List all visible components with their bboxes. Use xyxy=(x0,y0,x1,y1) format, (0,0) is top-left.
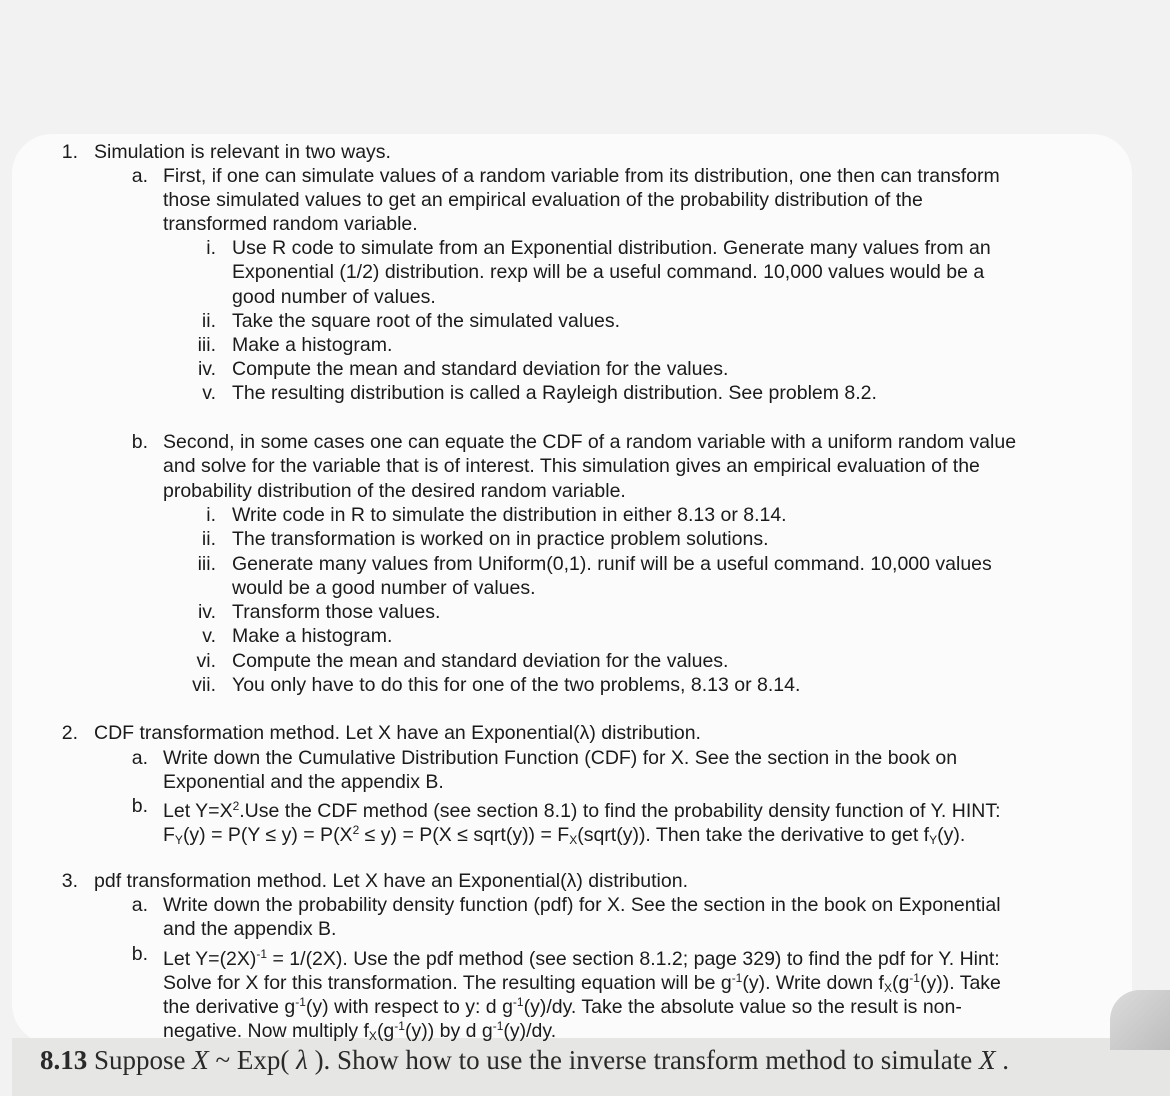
q1-intro: Simulation is relevant in two ways. xyxy=(94,141,391,163)
q1b-iii-marker: iii. xyxy=(197,553,216,575)
q2-intro: CDF transformation method. Let X have an Exponential(λ) distribution. xyxy=(94,722,701,744)
q1b-marker: b. xyxy=(131,431,148,453)
q1a-line: First, if one can simulate values of a random variable from its distribution, one then can transform xyxy=(163,165,1000,187)
q1b-line: Second, in some cases one can equate the CDF of a random variable with a uniform random value xyxy=(163,431,1017,453)
q1a-iii-marker: iii. xyxy=(197,334,216,356)
q3b-marker: b. xyxy=(131,943,148,965)
q2b-line: Let $Y=X^2.Use$ the CDF method (see section 8.1) to find the probability density function of Y. HINT: xyxy=(163,799,1001,822)
q1b-vi-line: Compute the mean and standard deviation for the values. xyxy=(232,650,729,672)
problem-number: 8.13 xyxy=(40,1045,88,1075)
q1a-ii-marker: ii. xyxy=(201,310,216,332)
q1b-iv-line: Transform those values. xyxy=(232,601,441,623)
q3a-line: Write down the probability density function (pdf) for X. See the section in the book on Exponential xyxy=(163,894,1001,916)
q3b-line: the derivative $g^{-1}(y)$ with respect to y: d $g^{-1}(y)/dy$. Take the absolute value so the result is non- xyxy=(163,995,962,1018)
q1a-line: transformed random variable. xyxy=(163,213,418,235)
q1b-i-marker: i. xyxy=(206,504,216,526)
page-curl xyxy=(1110,990,1170,1050)
q2-number: 2. xyxy=(61,722,78,744)
q1b-iii-line: Generate many values from Uniform(0,1). runif will be a useful command. 10,000 values xyxy=(232,553,992,575)
q1a-i-line: Use R code to simulate from an Exponential distribution. Generate many values from an xyxy=(232,237,991,259)
q1b-v-marker: v. xyxy=(202,625,216,647)
q1b-ii-marker: ii. xyxy=(201,528,216,550)
textbook-problem-8-13: 8.13 Suppose X ~ Exp( λ ). Show how to use the inverse transform method to simulate X . xyxy=(40,1045,1009,1075)
q1b-vii-line: You only have to do this for one of the two problems, 8.13 or 8.14. xyxy=(232,674,801,696)
q1a-iv-marker: iv. xyxy=(197,358,216,380)
q1-number: 1. xyxy=(61,141,78,163)
q1b-line: and solve for the variable that is of interest. This simulation gives an empirical evaluation of the xyxy=(163,455,980,477)
q1a-i-line: good number of values. xyxy=(232,286,436,308)
q2b-marker: b. xyxy=(131,795,148,817)
q1b-v-line: Make a histogram. xyxy=(232,625,393,647)
q3b-line: negative. Now multiply $f_X(g^{-1}(y))$ by d $g^{-1}(y)/dy$. xyxy=(163,1019,557,1043)
q1b-line: probability distribution of the desired random variable. xyxy=(163,480,626,502)
q1a-v-line: The resulting distribution is called a Rayleigh distribution. See problem 8.2. xyxy=(232,382,877,404)
q1a-iii-line: Make a histogram. xyxy=(232,334,393,356)
q1a-line: those simulated values to get an empirical evaluation of the probability distribution of the xyxy=(163,189,923,211)
q2a-marker: a. xyxy=(131,747,148,769)
q3-number: 3. xyxy=(61,870,78,892)
q1a-marker: a. xyxy=(131,165,148,187)
q1a-i-line: Exponential (1/2) distribution. rexp will be a useful command. 10,000 values would be a xyxy=(232,261,985,283)
q1b-iv-marker: iv. xyxy=(197,601,216,623)
q3a-line: and the appendix B. xyxy=(163,918,337,940)
q1b-vii-marker: vii. xyxy=(192,674,216,696)
q3b-line: Solve for X for this transformation. The resulting equation will be $g^{-1}(y)$. Write down $f_X(g^{-1}(y))$. Take xyxy=(163,971,1001,995)
q3-intro: pdf transformation method. Let X have an Exponential(λ) distribution. xyxy=(94,870,688,892)
q2a-line: Write down the Cumulative Distribution Function (CDF) for X. See the section in the book on xyxy=(163,747,958,769)
q2b-hint-line: $F_Y(y) = P(Y \le y) = P(X^2 \le y) = P(X$ ≤ sqrt(y)) = $F_X(sqrt(y))$. Then take the derivative to get $f_Y(y)$. xyxy=(163,823,966,847)
q3b-line: Let $Y=(2X)^{-1} = 1/(2X)$. Use the pdf method (see section 8.1.2; page 329) to find the pdf for Y. Hint: xyxy=(163,947,1000,970)
q3a-marker: a. xyxy=(131,894,148,916)
q1b-ii-line: The transformation is worked on in practice problem solutions. xyxy=(232,528,769,550)
q1a-i-marker: i. xyxy=(206,237,216,259)
q1a-ii-line: Take the square root of the simulated values. xyxy=(232,310,621,332)
q1b-vi-marker: vi. xyxy=(196,650,216,672)
q1b-iii-line: would be a good number of values. xyxy=(232,577,536,599)
q1b-i-line: Write code in R to simulate the distribution in either 8.13 or 8.14. xyxy=(232,504,787,526)
q1a-v-marker: v. xyxy=(202,382,216,404)
q2a-line: Exponential and the appendix B. xyxy=(163,771,444,793)
q1a-iv-line: Compute the mean and standard deviation for the values. xyxy=(232,358,729,380)
